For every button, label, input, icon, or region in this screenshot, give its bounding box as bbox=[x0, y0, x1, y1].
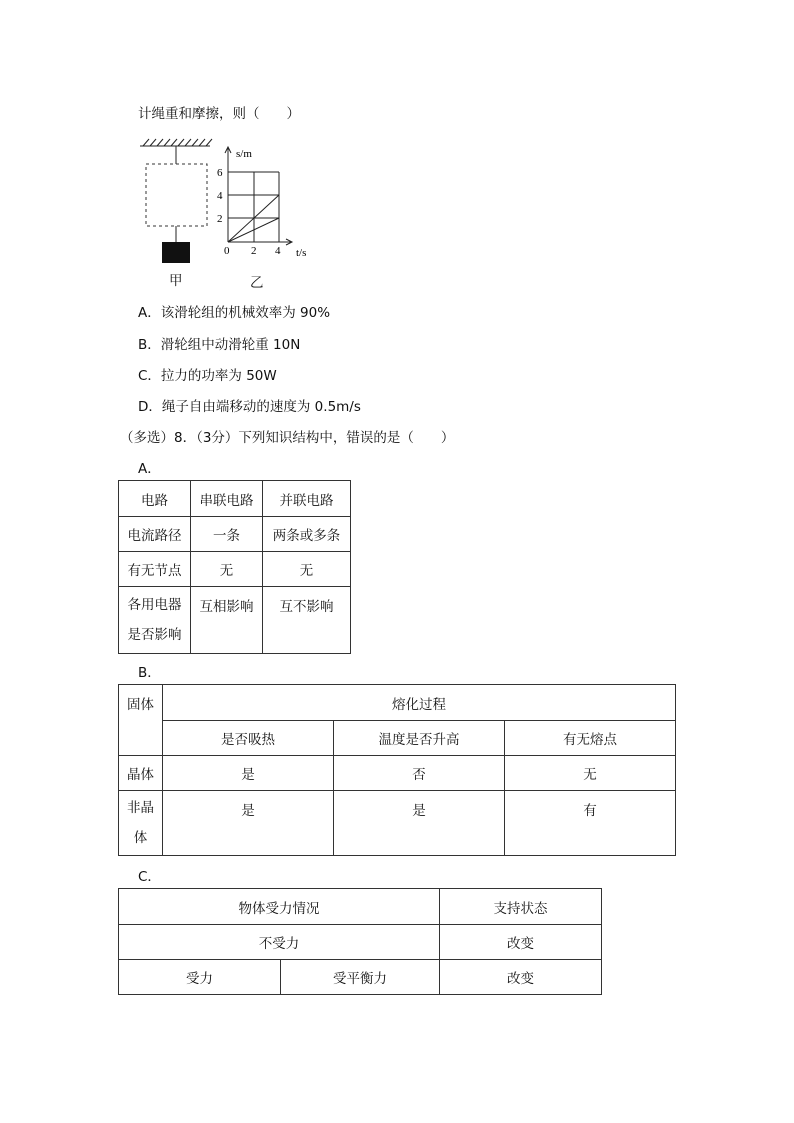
table-a-cell: 一条 bbox=[191, 517, 263, 552]
y-axis-label: s/m bbox=[236, 148, 252, 160]
y-tick-6: 6 bbox=[217, 167, 223, 179]
figure-label-yi: 乙 bbox=[250, 275, 264, 291]
table-b-row-head-amorphous bbox=[119, 791, 163, 856]
table-b-row-head-line2: 体 bbox=[133, 830, 148, 846]
table-a-cell: 电流路径 bbox=[119, 517, 191, 552]
table-a-row-head-line1: 各用电器 bbox=[127, 597, 182, 613]
pulley-figure bbox=[135, 136, 220, 266]
table-b-cell: 无 bbox=[505, 756, 676, 791]
q7-option-c: C．拉力的功率为 50W bbox=[138, 368, 277, 384]
q8-option-a-label: A． bbox=[138, 461, 161, 477]
x-axis-label: t/s bbox=[296, 247, 307, 259]
table-b-sub-header: 是否吸热 bbox=[163, 721, 334, 756]
table-a-cell: 两条或多条 bbox=[263, 517, 351, 552]
q8-option-b-label: B． bbox=[138, 665, 161, 681]
table-a-cell: 互相影响 bbox=[191, 587, 263, 654]
table-a-cell: 互不影响 bbox=[263, 587, 351, 654]
table-b-row-head-crystal: 晶体 bbox=[119, 756, 163, 791]
grid-lines bbox=[228, 172, 279, 242]
table-c-cell: 改变 bbox=[440, 925, 602, 960]
q7-option-a: A．该滑轮组的机械效率为 90% bbox=[138, 305, 331, 321]
table-b-sub-header: 温度是否升高 bbox=[334, 721, 505, 756]
table-c-cell: 不受力 bbox=[119, 925, 440, 960]
hidden-pulley-box bbox=[146, 164, 207, 226]
table-a-row-head-line2: 是否影响 bbox=[127, 627, 182, 643]
q7-option-d: D．绳子自由端移动的速度为 0.5m/s bbox=[138, 399, 361, 415]
table-a-row-head-affect bbox=[119, 587, 191, 654]
table-c-cell: 受平衡力 bbox=[281, 960, 440, 995]
table-c-header-right: 支持状态 bbox=[440, 889, 602, 925]
table-a-cell: 无 bbox=[263, 552, 351, 587]
table-b-group-header: 熔化过程 bbox=[163, 685, 676, 721]
table-a-header-2: 并联电路 bbox=[263, 481, 351, 517]
q7-intro: 计绳重和摩擦，则（ ） bbox=[138, 106, 300, 122]
q8-option-c-label: C． bbox=[138, 869, 161, 885]
table-a-cell: 无 bbox=[191, 552, 263, 587]
table-b-cell: 是 bbox=[163, 756, 334, 791]
st-graph bbox=[212, 142, 317, 262]
table-c-cell: 受力 bbox=[119, 960, 281, 995]
table-b-row-head-line1: 非晶 bbox=[127, 800, 154, 816]
weight-block bbox=[162, 242, 190, 263]
table-c-header-left: 物体受力情况 bbox=[119, 889, 440, 925]
table-a-header-1: 串联电路 bbox=[191, 481, 263, 517]
table-a-header-0: 电路 bbox=[119, 481, 191, 517]
table-b-cell: 是 bbox=[334, 791, 505, 856]
table-b-cell: 否 bbox=[334, 756, 505, 791]
table-b bbox=[118, 684, 676, 856]
table-b-sub-header: 有无熔点 bbox=[505, 721, 676, 756]
table-c-cell: 改变 bbox=[440, 960, 602, 995]
ceiling-hatch bbox=[140, 139, 212, 146]
table-b-cell: 有 bbox=[505, 791, 676, 856]
y-tick-4: 4 bbox=[217, 190, 223, 202]
figure-label-jia: 甲 bbox=[169, 273, 183, 289]
y-tick-2: 2 bbox=[217, 213, 223, 225]
x-tick-4: 4 bbox=[275, 245, 281, 257]
table-b-corner: 固体 bbox=[119, 685, 163, 756]
x-tick-0: 0 bbox=[224, 245, 230, 257]
table-a bbox=[118, 480, 351, 654]
table-c bbox=[118, 888, 602, 995]
x-tick-2: 2 bbox=[251, 245, 257, 257]
q8-stem: （多选）8．（3分）下列知识结构中，错误的是（ ） bbox=[120, 430, 455, 446]
table-b-cell: 是 bbox=[163, 791, 334, 856]
q7-option-b: B．滑轮组中动滑轮重 10N bbox=[138, 337, 301, 353]
table-a-cell: 有无节点 bbox=[119, 552, 191, 587]
